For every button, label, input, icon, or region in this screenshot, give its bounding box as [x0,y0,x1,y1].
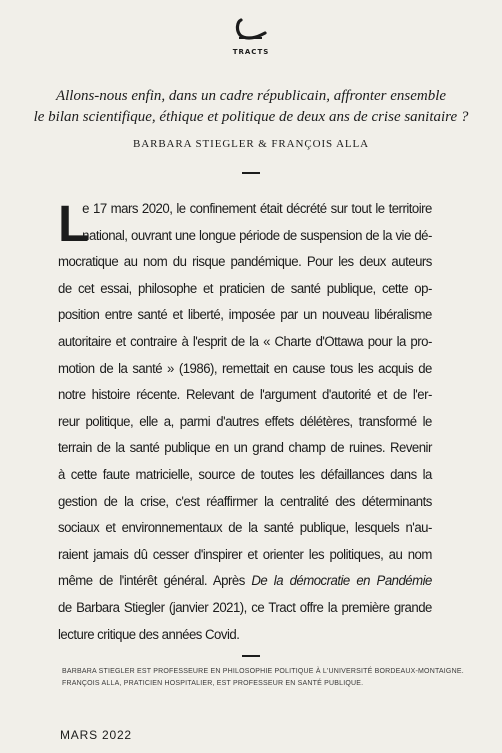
blurb-line: e 17 mars 2020, le confinement était décrété sur tout le territoire [82,201,432,217]
bio-line-1: BARBARA STIEGLER EST PROFESSEURE EN PHILOSOPHIE POLITIQUE À L'UNIVERSITÉ BORDEAUX-MONTAIGNE. [62,668,464,675]
divider [242,655,260,657]
authors-line: BARBARA STIEGLER & FRANÇOIS ALLA [133,138,369,150]
blurb-line: notre histoire récente. Relevant de l'argument d'autorité et de l'er- [58,387,432,404]
tracts-logo-icon [231,16,271,44]
blurb-line: terrain de la santé publique en un grand champ de ruines. Revenir [58,440,432,457]
tagline-line-1: Allons-nous enfin, dans un cadre républicain, affronter ensemble [55,88,447,104]
blurb-line: mocratique au nom du risque pandémique. Pour les deux auteurs [58,254,432,271]
book-title: De la démocratie en Pandémie [251,573,432,590]
blurb-line: de cet essai, philosophe et praticien de santé publique, cette op- [58,280,432,297]
blurb-body [58,196,432,648]
blurb-line [58,568,432,595]
blurb-line: de Barbara Stiegler (janvier 2021), ce Tract offre la première grande [58,599,432,616]
blurb-line: motion de la santé » (1986), remettait en cause tous les acquis de [58,360,432,377]
tagline-line-2: le bilan scientifique, éthique et politique de deux ans de crise sanitaire ? [33,109,469,125]
blurb-line: à cette faute matricielle, source de toutes les défaillances dans la [58,466,432,483]
blurb-line: national, ouvrant une longue période de suspension de la vie dé- [82,227,432,244]
tagline-question [30,86,472,128]
blurb-line: sociaux et environnementaux de la santé publique, lesquels n'au- [58,520,432,537]
publication-date: MARS 2022 [60,728,132,742]
divider [242,172,260,174]
drop-cap: L [58,195,90,252]
blurb-line: position entre santé et liberté, imposée par un nouveau libéralisme [58,307,432,324]
series-name: TRACTS [232,48,270,56]
blurb-line-text: même de l'intérêt général. Après [58,573,252,590]
blurb-line: gestion de la crise, c'est réaffirmer la centralité des déterminants [58,493,432,510]
blurb-line: reur politique, elle a, parmi d'autres effets délétères, transformé le [58,413,432,430]
blurb-line: autoritaire et contraire à l'esprit de la « Charte d'Ottawa pour la pro- [58,333,432,350]
bio-line-2: FRANÇOIS ALLA, PRATICIEN HOSPITALIER, EST PROFESSEUR EN SANTÉ PUBLIQUE. [62,680,364,687]
blurb-line: lecture critique des années Covid. [58,626,240,643]
blurb-line: raient jamais dû cesser d'inspirer et orienter les politiques, au nom [58,546,432,563]
author-bio [62,666,482,690]
